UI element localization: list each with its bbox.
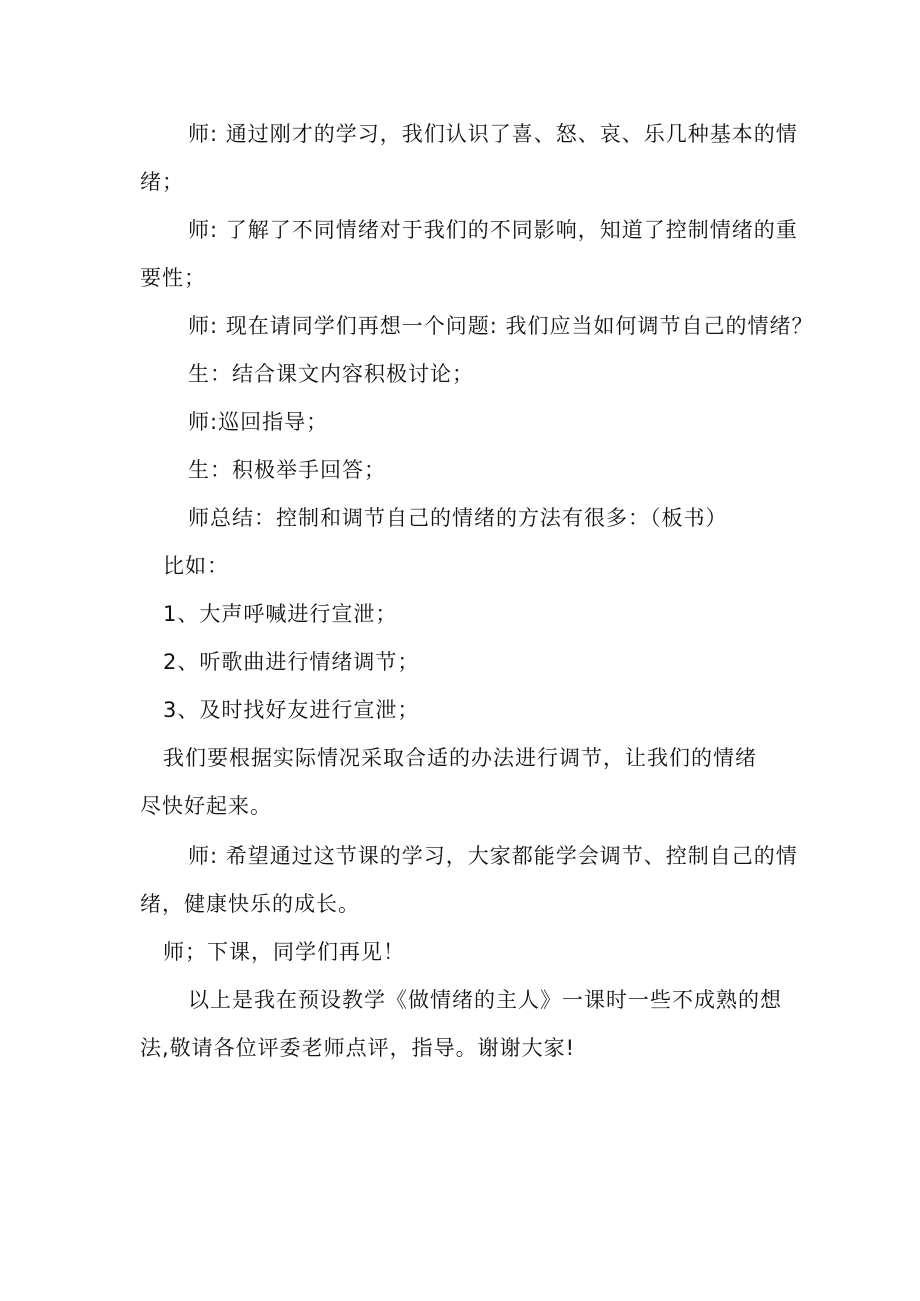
paragraph-line-5: 师: 现在请同学们再想一个问题: 我们应当如何调节自己的情绪？	[188, 314, 814, 338]
paragraph-line-3: 师: 了解了不同情绪对于我们的不同影响，知道了控制情绪的重	[188, 218, 798, 242]
paragraph-line-9: 师总结：控制和调节自己的情绪的方法有很多：（板书）	[188, 506, 728, 530]
paragraph-line-16: 以上是我在预设教学《做情绪的主人》一课时一些不成熟的想	[188, 988, 782, 1012]
paragraph-line-15: 师；下课，同学们再见！	[163, 940, 405, 964]
list-item-3: 3、及时找好友进行宣泄；	[163, 698, 420, 722]
paragraph-line-17: 法,敬请各位评委老师点评，指导。谢谢大家!	[140, 1036, 576, 1060]
paragraph-line-2: 绪；	[140, 170, 184, 194]
list-item-2: 2、听歌曲进行情绪调节；	[163, 650, 420, 674]
paragraph-line-4: 要性；	[140, 266, 206, 290]
paragraph-line-1: 师: 通过刚才的学习，我们认识了喜、怒、哀、乐几种基本的情	[188, 122, 798, 146]
paragraph-line-8: 生：积极举手回答；	[188, 458, 386, 482]
paragraph-line-14: 绪，健康快乐的成长。	[140, 892, 360, 916]
paragraph-line-12: 尽快好起来。	[140, 794, 272, 818]
paragraph-line-11: 我们要根据实际情况采取合适的办法进行调节，让我们的情绪	[163, 746, 757, 770]
paragraph-line-10: 比如：	[163, 554, 229, 578]
paragraph-line-6: 生：结合课文内容积极讨论；	[188, 362, 474, 386]
paragraph-line-13: 师: 希望通过这节课的学习，大家都能学会调节、控制自己的情	[188, 844, 798, 868]
paragraph-line-7: 师:巡回指导；	[188, 410, 329, 434]
list-item-1: 1、大声呼喊进行宣泄；	[163, 602, 398, 626]
